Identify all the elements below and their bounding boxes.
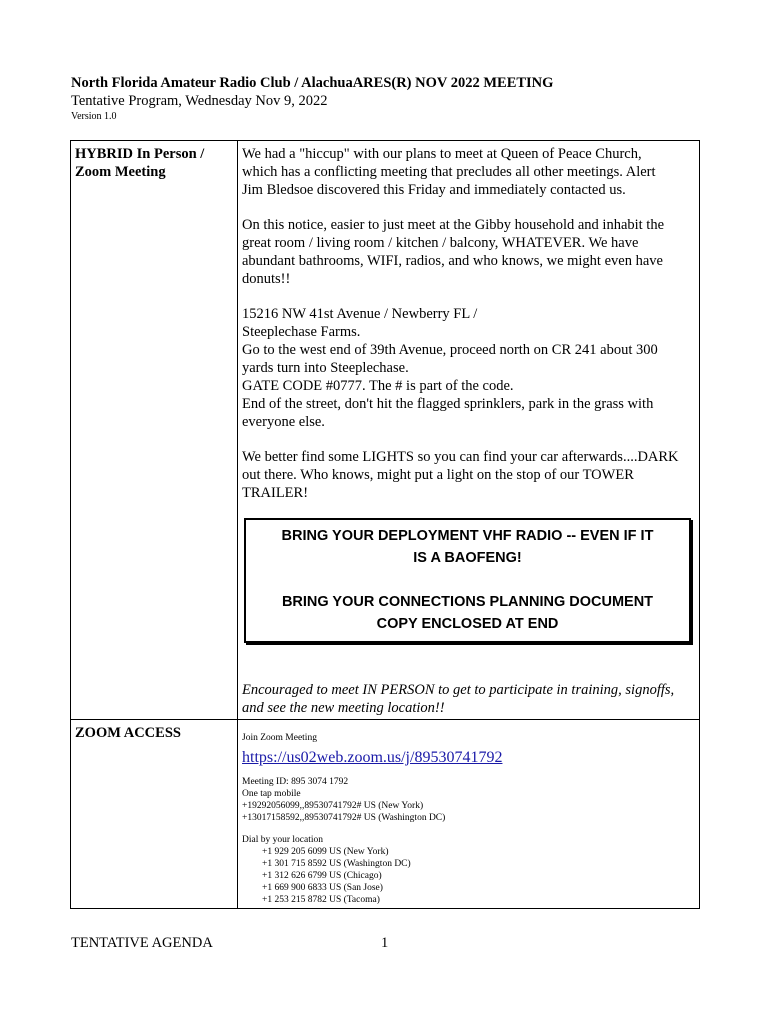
dial-number: +1 929 205 6099 US (New York) (262, 847, 389, 857)
row-label-zoom: ZOOM ACCESS (71, 720, 238, 909)
zoom-join-label: Join Zoom Meeting (242, 733, 317, 743)
paragraph-location (242, 216, 695, 288)
text-line: Jim Bledsoe discovered this Friday and immediately contacted us. (242, 182, 626, 198)
text-line: yards turn into Steeplechase. (242, 360, 409, 376)
zoom-meeting-link[interactable]: https://us02web.zoom.us/j/89530741792 (242, 749, 503, 766)
callout-line: BRING YOUR DEPLOYMENT VHF RADIO -- EVEN IF IT (281, 528, 654, 544)
zoom-dial-info (242, 834, 695, 906)
row-content-hybrid (238, 141, 700, 720)
document-title: North Florida Amateur Radio Club / AlachuaARES(R) NOV 2022 MEETING (71, 75, 554, 91)
program-table (70, 140, 700, 909)
text-line: donuts!! (242, 271, 291, 287)
dial-label: Dial by your location (242, 835, 323, 845)
text-line: +19292056099,,89530741792# US (New York) (242, 801, 424, 811)
text-line: out there. Who knows, might put a light on the stop of our TOWER (242, 467, 634, 483)
text-line: Encouraged to meet IN PERSON to get to participate in training, signoffs, (242, 682, 675, 698)
text-line: Steeplechase Farms. (242, 324, 361, 340)
text-line: End of the street, don't hit the flagged sprinklers, park in the grass with (242, 396, 654, 412)
text-line: and see the new meeting location!! (242, 700, 445, 716)
row-label-hybrid (71, 141, 238, 720)
text-line: Go to the west end of 39th Avenue, proceed north on CR 241 about 300 (242, 342, 658, 358)
callout-line: IS A BAOFENG! (413, 550, 522, 566)
encouragement-note (242, 681, 695, 717)
callout-line: BRING YOUR CONNECTIONS PLANNING DOCUMENT (281, 594, 654, 610)
text-line: On this notice, easier to just meet at the Gibby household and inhabit the (242, 217, 665, 233)
text-line: +13017158592,,89530741792# US (Washington DC) (242, 813, 446, 823)
version-label: Version 1.0 (71, 111, 117, 122)
row-content-zoom (238, 720, 700, 909)
text-line: Meeting ID: 895 3074 1792 (242, 777, 349, 787)
dial-number: +1 669 900 6833 US (San Jose) (262, 883, 383, 893)
paragraph-hiccup (242, 145, 695, 199)
text-line: which has a conflicting meeting that precludes all other meetings. Alert (242, 164, 656, 180)
text-line: 15216 NW 41st Avenue / Newberry FL / (242, 306, 478, 322)
text-line: everyone else. (242, 414, 325, 430)
text-line: great room / living room / kitchen / balcony, WHATEVER. We have (242, 235, 639, 251)
paragraph-address (242, 305, 695, 431)
document-subtitle: Tentative Program, Wednesday Nov 9, 2022 (71, 93, 328, 109)
dial-number: +1 253 215 8782 US (Tacoma) (262, 895, 380, 905)
text-line: We better find some LIGHTS so you can find your car afterwards....DARK (242, 449, 679, 465)
callout-line: COPY ENCLOSED AT END (376, 616, 559, 632)
text-line: One tap mobile (242, 789, 301, 799)
text-line: TRAILER! (242, 485, 309, 501)
footer-label: TENTATIVE AGENDA (71, 935, 213, 951)
label-line: HYBRID In Person / (75, 146, 205, 162)
text-line: We had a "hiccup" with our plans to meet at Queen of Peace Church, (242, 146, 642, 162)
dial-number: +1 301 715 8592 US (Washington DC) (262, 859, 411, 869)
zoom-meeting-info (242, 776, 695, 824)
page-number: 1 (381, 935, 389, 951)
paragraph-lights (242, 448, 695, 502)
text-line: abundant bathrooms, WIFI, radios, and who knows, we might even have (242, 253, 663, 269)
text-line: GATE CODE #0777. The # is part of the code. (242, 378, 514, 394)
dial-number: +1 312 626 6799 US (Chicago) (262, 871, 382, 881)
label-line: Zoom Meeting (75, 164, 166, 180)
table-row (71, 141, 700, 720)
table-row (71, 720, 700, 909)
callout-box (244, 518, 691, 643)
